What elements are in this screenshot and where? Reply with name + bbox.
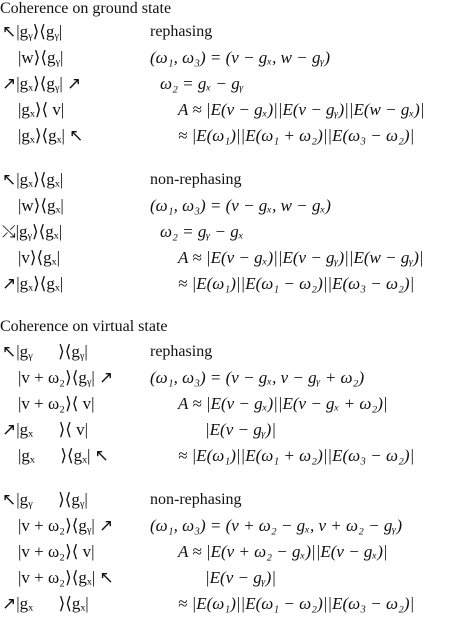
diagram-row bbox=[0, 540, 474, 564]
section-heading-ground: Coherence on ground state bbox=[0, 0, 172, 17]
equation-line: |E(v − gᵧ)| bbox=[205, 568, 276, 587]
feynman-diagram-label: |w⟩⟨gₓ| bbox=[18, 196, 64, 215]
feynman-diagram-label: ↖|gᵧ⟩⟨gᵧ| bbox=[2, 22, 63, 41]
feynman-diagram-label: ↗|gₓ⟩⟨gₓ| bbox=[2, 274, 64, 293]
feynman-diagram-label: |gₓ ⟩⟨gₓ| ↖ bbox=[18, 446, 109, 465]
diagram-row bbox=[0, 194, 474, 218]
feynman-diagram-label: ↗|gₓ⟩⟨gᵧ| ↗ bbox=[2, 74, 82, 93]
diagram-row bbox=[0, 488, 474, 512]
equation-line: ≈ |E(ω₁)||E(ω₁ + ω₂)||E(ω₃ − ω₂)| bbox=[178, 446, 415, 465]
equation-line: ω₂ = gᵧ − gₓ bbox=[160, 222, 244, 241]
pathway-type-label: rephasing bbox=[150, 23, 213, 40]
diagram-row bbox=[0, 20, 474, 44]
equation-line: (ω₁, ω₃) = (v − gₓ, w − gᵧ) bbox=[150, 48, 331, 67]
diagram-row bbox=[0, 366, 474, 390]
diagram-row bbox=[0, 392, 474, 416]
feynman-diagram-label: |v + ω₂⟩⟨gₓ| ↖ bbox=[18, 568, 114, 587]
diagram-row bbox=[0, 98, 474, 122]
pathway-type-label: rephasing bbox=[150, 343, 213, 360]
feynman-diagram-label: |v + ω₂⟩⟨gᵧ| ↗ bbox=[18, 368, 114, 387]
equation-line: (ω₁, ω₃) = (v + ω₂ − gₓ, v + ω₂ − gᵧ) bbox=[150, 516, 402, 535]
diagram-row bbox=[0, 246, 474, 270]
equation-line: A ≈ |E(v − gₓ)||E(v − gᵧ)||E(w − gᵧ)| bbox=[178, 248, 424, 267]
equation-line: ≈ |E(ω₁)||E(ω₁ − ω₂)||E(ω₃ − ω₂)| bbox=[178, 274, 415, 293]
feynman-diagram-label: ↖|gₓ⟩⟨gₓ| bbox=[2, 170, 64, 189]
diagram-row bbox=[0, 124, 474, 148]
diagram-row bbox=[0, 566, 474, 590]
equation-line: ≈ |E(ω₁)||E(ω₁ + ω₂)||E(ω₃ − ω₂)| bbox=[178, 126, 415, 145]
feynman-diagram-label: |v⟩⟨gₓ| bbox=[18, 248, 61, 267]
pathway-type-label: non-rephasing bbox=[150, 171, 242, 188]
feynman-diagram-label: ⤯|gᵧ⟩⟨gₓ| bbox=[2, 222, 63, 241]
equation-line: A ≈ |E(v − gₓ)||E(v − gₓ + ω₂)| bbox=[178, 394, 388, 413]
feynman-diagram-label: |w⟩⟨gᵧ| bbox=[18, 48, 64, 67]
equation-line: ≈ |E(ω₁)||E(ω₁ − ω₂)||E(ω₃ − ω₂)| bbox=[178, 594, 415, 613]
diagram-row bbox=[0, 272, 474, 296]
feynman-diagram-label: ↗|gₓ ⟩⟨gₓ| bbox=[2, 594, 89, 613]
feynman-diagram-label: |v + ω₂⟩⟨ v| bbox=[18, 542, 95, 561]
feynman-diagram-label: ↗|gₓ ⟩⟨ v| bbox=[2, 420, 88, 439]
feynman-diagram-label: ↖|gᵧ ⟩⟨gᵧ| bbox=[2, 342, 88, 361]
equation-line: (ω₁, ω₃) = (v − gₓ, w − gₓ) bbox=[150, 196, 331, 215]
diagram-row bbox=[0, 72, 474, 96]
diagram-row bbox=[0, 418, 474, 442]
feynman-diagram-label: |gₓ⟩⟨gₓ| ↖ bbox=[18, 126, 84, 145]
diagram-row bbox=[0, 514, 474, 538]
feynman-diagram-label: |v + ω₂⟩⟨ v| bbox=[18, 394, 95, 413]
feynman-diagram-label: ↖|gᵧ ⟩⟨gᵧ| bbox=[2, 490, 88, 509]
pathway-type-label: non-rephasing bbox=[150, 491, 242, 508]
section-heading-virtual: Coherence on virtual state bbox=[0, 318, 168, 335]
diagram-row bbox=[0, 444, 474, 468]
feynman-diagram-label: |gₓ⟩⟨ v| bbox=[18, 100, 65, 119]
diagram-row bbox=[0, 592, 474, 616]
equation-line: A ≈ |E(v + ω₂ − gₓ)||E(v − gₓ)| bbox=[178, 542, 388, 561]
diagram-row bbox=[0, 46, 474, 70]
equation-line: (ω₁, ω₃) = (v − gₓ, v − gᵧ + ω₂) bbox=[150, 368, 365, 387]
equation-line: |E(v − gᵧ)| bbox=[205, 420, 276, 439]
equation-line: ω₂ = gₓ − gᵧ bbox=[160, 74, 244, 93]
diagram-row bbox=[0, 220, 474, 244]
diagram-row bbox=[0, 168, 474, 192]
equation-line: A ≈ |E(v − gₓ)||E(v − gᵧ)||E(w − gₓ)| bbox=[178, 100, 425, 119]
feynman-diagram-label: |v + ω₂⟩⟨gᵧ| ↗ bbox=[18, 516, 114, 535]
diagram-row bbox=[0, 340, 474, 364]
